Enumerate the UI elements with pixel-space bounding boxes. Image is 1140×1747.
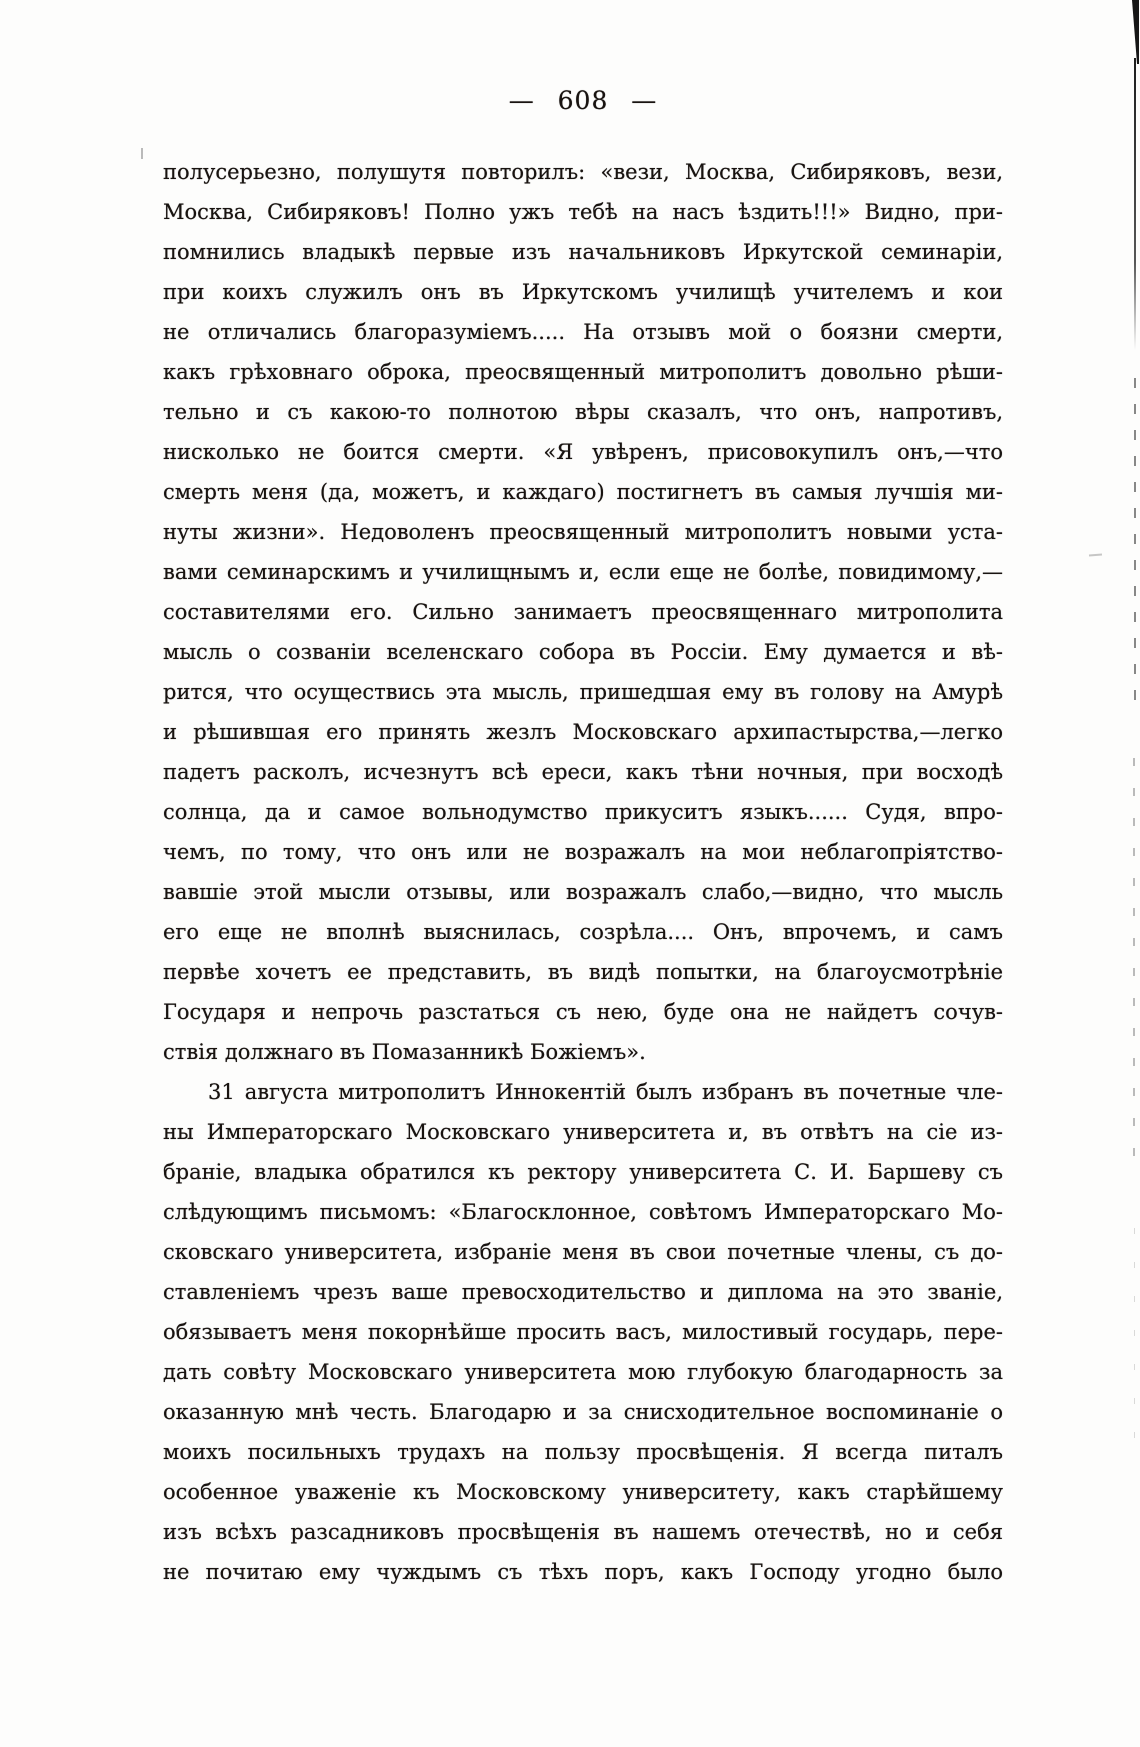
text-line: его еще не вполнѣ выяснилась, созрѣла.... Онъ, впрочемъ, и самъ: [163, 920, 1003, 944]
text-line: какъ грѣховнаго оброка, преосвященный митрополитъ довольно рѣши-: [163, 360, 1003, 384]
text-line: обязываетъ меня покорнѣйше просить васъ, милостивый государь, пере-: [163, 1320, 1003, 1344]
text-line: дать совѣту Московскаго университета мою глубокую благодарность за: [163, 1360, 1003, 1384]
text-line: оказанную мнѣ честь. Благодарю и за снисходительное воспоминаніе о: [163, 1400, 1003, 1424]
text-line: солнца, да и самое вольнодумство прикуситъ языкъ...... Судя, впро-: [163, 800, 1003, 824]
text-line: вавшіе этой мысли отзывы, или возражалъ слабо,—видно, что мысль: [163, 880, 1003, 904]
text-line: чемъ, по тому, что онъ или не возражалъ на мои неблагопріятство-: [163, 840, 1003, 864]
text-line: смерть меня (да, можетъ, и каждаго) постигнетъ въ самыя лучшія ми-: [163, 480, 1003, 504]
scan-artifact-edge-line: [1134, 58, 1136, 350]
text-line: первѣе хочетъ ее представить, въ видѣ попытки, на благоусмотрѣніе: [163, 960, 1003, 984]
text-line: изъ всѣхъ разсадниковъ просвѣщенія въ нашемъ отечествѣ, но и себя: [163, 1520, 1003, 1544]
text-line: моихъ посильныхъ трудахъ на пользу просвѣщенія. Я всегда питалъ: [163, 1440, 1003, 1464]
text-line: ны Императорскаго Московскаго университета и, въ отвѣтъ на сіе из-: [163, 1120, 1003, 1144]
text-line: сковскаго университета, избраніе меня въ свои почетные члены, съ до-: [163, 1240, 1003, 1264]
text-line: полусерьезно, полушутя повторилъ: «вези, Москва, Сибиряковъ, вези,: [163, 160, 1003, 184]
text-line: помнились владыкѣ первые изъ начальниковъ Иркутской семинаріи,: [163, 240, 1003, 264]
text-line: не отличались благоразуміемъ..... На отзывъ мой о боязни смерти,: [163, 320, 1003, 344]
text-line: 31 августа митрополитъ Иннокентій былъ избранъ въ почетные чле-: [208, 1080, 1003, 1104]
text-line: вами семинарскимъ и училищнымъ и, если еще не болѣе, повидимому,—: [163, 560, 1003, 584]
page-text: [163, 152, 1003, 1592]
scan-artifact-edge-line: [1134, 1228, 1135, 1438]
text-line: ставленіемъ чрезъ ваше превосходительство и диплома на это званіе,: [163, 1280, 1003, 1304]
text-line: браніе, владыка обратился къ ректору университета С. И. Баршеву съ: [163, 1160, 1003, 1184]
text-line: тельно и съ какою-то полнотою вѣры сказалъ, что онъ, напротивъ,: [163, 400, 1003, 424]
text-line: не почитаю ему чуждымъ съ тѣхъ поръ, какъ Господу угодно было: [163, 1560, 1003, 1584]
text-line: и рѣшившая его принять жезлъ Московскаго архипастырства,—легко: [163, 720, 1003, 744]
scan-artifact-edge-line: [1134, 378, 1136, 710]
scan-artifact-speck: [1089, 554, 1102, 557]
text-line: ствія должнаго въ Помазанникѣ Божіемъ».: [163, 1040, 646, 1064]
page-number: — 608 —: [508, 86, 658, 115]
scan-artifact-edge-wedge: [1132, 0, 1139, 64]
text-line: слѣдующимъ письмомъ: «Благосклонное, совѣтомъ Императорскаго Мо-: [163, 1200, 1003, 1224]
text-line: падетъ расколъ, исчезнутъ всѣ ереси, какъ тѣни ночныя, при восходѣ: [163, 760, 1003, 784]
scan-artifact-speck: [141, 148, 143, 159]
text-line: Москва, Сибиряковъ! Полно ужъ тебѣ на насъ ѣздить!!!» Видно, при-: [163, 200, 1003, 224]
text-line: мысль о созваніи вселенскаго собора въ Россіи. Ему думается и вѣ-: [163, 640, 1003, 664]
text-line: при коихъ служилъ онъ въ Иркутскомъ училищѣ учителемъ и кои: [163, 280, 1003, 304]
text-line: Государя и непрочь разстаться съ нею, буде она не найдетъ сочув-: [163, 1000, 1003, 1024]
text-line: нуты жизни». Недоволенъ преосвященный митрополитъ новыми уста-: [163, 520, 1003, 544]
text-line: особенное уваженіе къ Московскому университету, какъ старѣйшему: [163, 1480, 1003, 1504]
text-line: рится, что осуществись эта мысль, пришедшая ему въ голову на Амурѣ: [163, 680, 1003, 704]
text-line: нисколько не боится смерти. «Я увѣренъ, присовокупилъ онъ,—что: [163, 440, 1003, 464]
text-line: составителями его. Сильно занимаетъ преосвященнаго митрополита: [163, 600, 1003, 624]
scan-artifact-edge-line: [1133, 758, 1135, 1178]
